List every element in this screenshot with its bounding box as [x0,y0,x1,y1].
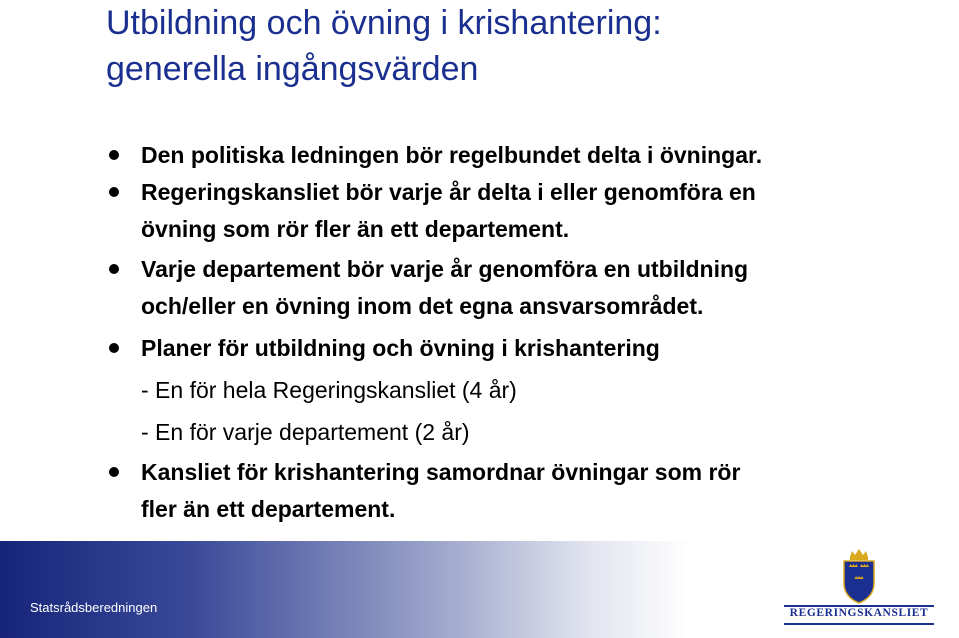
bullet-4-text: Planer för utbildning och övning i krishantering [141,335,660,361]
bullet-1-text: Den politiska ledningen bör regelbundet delta i övningar. [141,142,763,168]
footer-department-label: Statsrådsberedningen [30,600,158,615]
bullet-5-text-line-1: Kansliet för krishantering samordnar övningar som rör [141,459,741,485]
footer-band [0,541,959,638]
sub-item-2: - En för varje departement (2 år) [141,419,470,445]
bullet-2-text-line-1: Regeringskansliet bör varje år delta i eller genomföra en [141,179,756,205]
bullet-marker [109,467,119,477]
slide-title-line-2: generella ingångsvärden [106,50,479,88]
logo-wordmark: REGERINGSKANSLIET [789,607,929,619]
three-crowns-emblem-icon [840,549,878,605]
bullet-marker [109,343,119,353]
slide-title [106,0,926,92]
regeringskansliet-logo [784,549,934,633]
bullet-2-text-line-2: övning som rör fler än ett departement. [141,216,570,242]
sub-item-1: - En för hela Regeringskansliet (4 år) [141,377,517,403]
bullet-marker [109,187,119,197]
bullet-3-text-line-2: och/eller en övning inom det egna ansvarsområdet. [141,293,704,319]
bullet-3-text-line-1: Varje departement bör varje år genomföra en utbildning [141,256,749,282]
bullet-marker [109,150,119,160]
logo-rule-bottom [784,623,934,625]
slide-title-line-1: Utbildning och övning i krishantering: [106,4,662,42]
bullet-5-text-line-2: fler än ett departement. [141,496,396,522]
bullet-marker [109,264,119,274]
